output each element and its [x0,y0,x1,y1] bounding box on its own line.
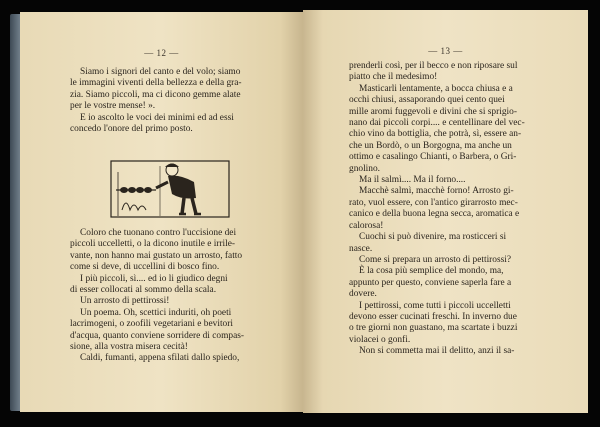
text-line: lacrimogeni, o zoofili vegetariani e bevitori [70,319,233,330]
text-line: Ma il salmì.... Ma il forno.... [359,175,466,186]
page-number-left: — 12 — [144,48,179,58]
text-line: d'acqua, quanto conviene sorridere di compas- [70,330,245,341]
text-line: sione, alla vostra misera cecità! [70,342,188,353]
text-line: piatto che il medesimo! [349,72,438,83]
text-line: Siamo i signori del canto e del volo; siamo [80,67,241,77]
page-number-right: — 13 — [428,46,463,56]
text-line: mille aromi fuggevoli e divini che si sprigio- [349,106,517,117]
text-line: Caldi, fumanti, appena sfilati dallo spiedo, [80,353,240,364]
text-line: nasce. [349,243,373,254]
text-line: Non si commetta mai il delitto, anzi il sa- [359,346,515,357]
text-line: Cuochi si può divenire, ma rosticceri si [359,232,507,243]
text-line: dovere. [349,289,377,300]
text-line: calorosa! [349,220,384,231]
text-line: Macchè salmì, macchè forno! Arrosto gi- [359,186,514,197]
text-line: le immagini viventi della bellezza e della gra- [70,78,242,89]
text-line: appunto per questo, conviene saperla fare a [349,277,512,288]
text-line: Coloro che tuonano contro l'uccisione dei [80,228,237,238]
text-line: o tre giorni non guastano, ma scartate i buzzi [349,323,518,334]
text-line: rato, vuol essere, con l'antico girarrosto mec- [349,197,518,208]
text-line: I più piccoli, sì.... ed io li giudico degni [80,273,228,284]
text-line: devono esser cucinati freschi. In inverno due [349,311,517,322]
text-line: come si deve, di uccellini di bosco fino. [70,262,220,273]
text-line: zia. Siamo piccoli, ma ci dicono gemme alate [70,89,241,100]
left-text-block-1 [70,67,280,135]
text-line: prenderli così, per il becco e non riposare sul [349,61,518,71]
text-line: canico e della buona legna secca, aromatica e [349,209,520,220]
left-text-block-2 [70,228,280,365]
text-line: Un poema. Oh, scettici induriti, oh poeti [80,307,232,318]
text-line: che un Bordò, o un Borgogna, ma anche un [349,140,512,151]
text-line: violacei o gonfi. [349,334,411,345]
text-line: È la cosa più semplice del mondo, ma, [359,266,504,277]
text-line: chio vino da bottiglia, che potrà, sì, essere an- [349,129,522,140]
text-line: vante, non hanno mai gustato un arrosto, fatto [70,250,243,261]
text-line: concedo l'onore del primo posto. [70,124,193,135]
text-line: Come si prepara un arrosto di pettirossi? [359,254,512,265]
open-book [10,10,588,415]
left-page [20,12,303,412]
text-line: nano dai piccoli corpi.... e centellinare del vec- [349,118,525,129]
right-text-block [349,61,559,358]
text-line: Un arrosto di pettirossi! [80,296,170,307]
text-line: di esser collocati al sommo della scala. [70,285,217,296]
text-line: ottimo e casalingo Chianti, o Barbera, o Gri- [349,152,517,163]
text-line: E io ascolto le voci dei minimi ed ad essi [80,112,234,123]
text-line: piccoli uccelletti, o la dicono inutile e irrile- [70,239,236,250]
text-line: occhi chiusi, assaporando quei cento quei [349,95,505,106]
text-line: I pettirossi, come tutti i piccoli uccelletti [359,300,511,311]
text-line: Masticarli lentamente, a bocca chiusa e a [359,83,513,94]
text-line: gnolino. [349,163,380,174]
right-page [303,10,588,413]
roasting-spit-illustration [110,160,230,222]
text-line: per le vostre mense! ». [70,101,156,112]
